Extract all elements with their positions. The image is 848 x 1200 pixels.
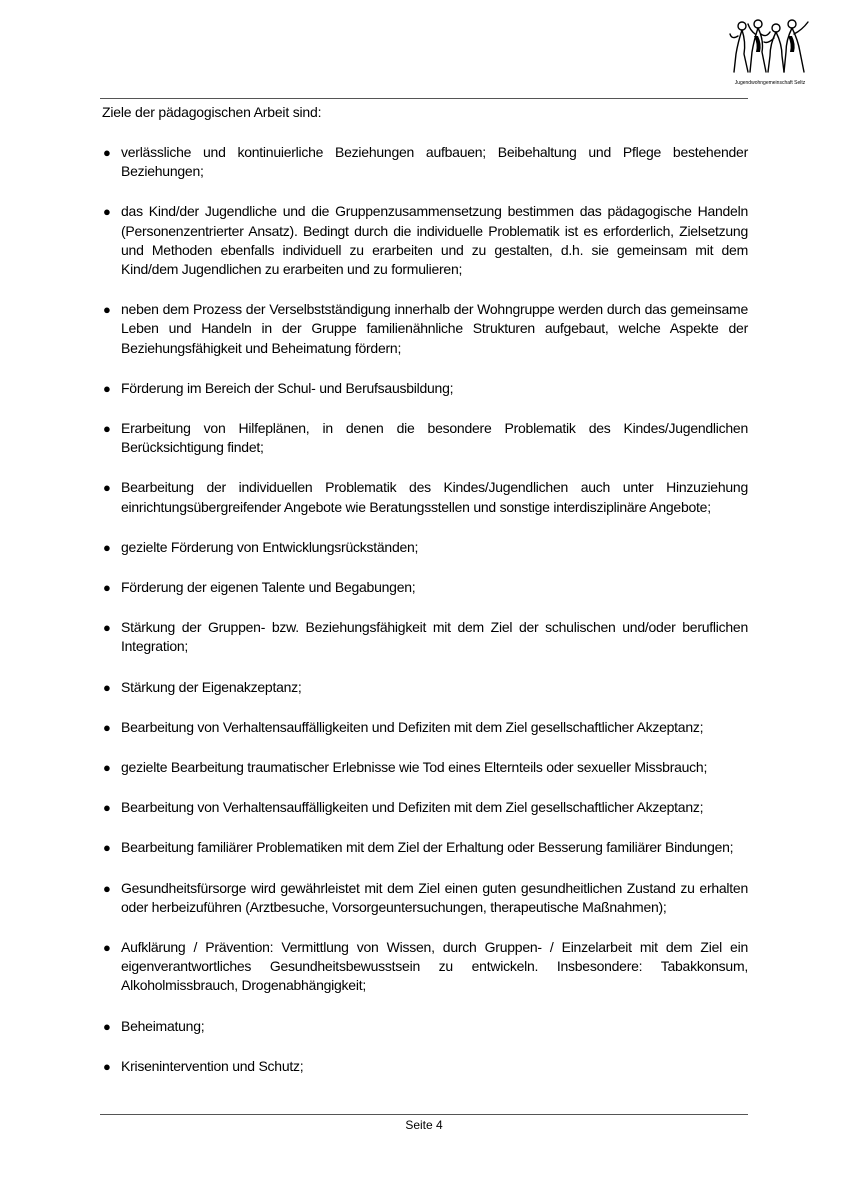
list-item-text: verlässliche und kontinuierliche Beziehungen aufbauen; Beibehaltung und Pflege bestehender Beziehungen; <box>121 144 748 180</box>
bullet-icon: ● <box>103 1018 111 1034</box>
list-item <box>100 618 748 656</box>
list-item <box>100 1057 748 1076</box>
bullet-icon: ● <box>103 800 111 816</box>
list-item-text: Beheimatung; <box>121 1017 205 1034</box>
list-item <box>100 838 748 857</box>
list-item-text: gezielte Bearbeitung traumatischer Erlebnisse wie Tod eines Elternteils oder sexueller Missbrauch; <box>121 759 708 776</box>
list-item <box>100 300 748 358</box>
bullet-icon: ● <box>103 880 111 896</box>
list-item-text: Förderung der eigenen Talente und Begabungen; <box>121 579 416 596</box>
list-item-text: neben dem Prozess der Verselbstständigung innerhalb der Wohngruppe werden durch das gemeinsame Leben und Handeln in der Gruppe familienähnliche Strukturen aufgebaut, welche Aspekte der Beziehungsfähigkeit und Beheimatung fördern; <box>121 301 748 356</box>
list-item-text: Förderung im Bereich der Schul- und Berufsausbildung; <box>121 379 454 396</box>
page-number: Seite 4 <box>405 1118 443 1132</box>
list-item-text: Bearbeitung von Verhaltensauffälligkeiten und Defiziten mit dem Ziel gesellschaftlicher Akzeptanz; <box>121 799 704 816</box>
list-item-text: das Kind/der Jugendliche und die Gruppenzusammensetzung bestimmen das pädagogische Handeln (Personenzentrierter Ansatz). Bedingt durch die individuelle Problematik ist es erforderlich, Zielsetzung und Methoden ebenfalls individuell zu erarbeiten und zu gestalten, d.h. sie gemeinsam mit dem Kind/dem Jugendlichen zu erarbeiten und zu formulieren; <box>121 203 748 278</box>
header-divider <box>100 98 748 99</box>
list-item-text: Aufklärung / Prävention: Vermittlung von Wissen, durch Gruppen- / Einzelarbeit mit dem Ziel ein eigenverantwortliches Gesundheitsbewusstsein zu entwickeln. Insbesondere: Tabakkonsum, Alkoholmissbrauch, Drogenabhängigkeit; <box>121 939 748 994</box>
bullet-icon: ● <box>103 719 111 735</box>
bullet-icon: ● <box>103 940 111 956</box>
bullet-icon: ● <box>103 679 111 695</box>
list-item-text: Gesundheitsfürsorge wird gewährleistet mit dem Ziel einen guten gesundheitlichen Zustand zu erhalten oder herbeizuführen (Arztbesuche, Vorsorgeuntersuchungen, therapeutische Maßnahmen); <box>121 879 748 915</box>
list-item-text: Bearbeitung familiärer Problematiken mit dem Ziel der Erhaltung oder Besserung familiärer Bindungen; <box>121 839 734 856</box>
bullet-icon: ● <box>103 1058 111 1074</box>
list-item <box>100 879 748 917</box>
list-item <box>100 718 748 737</box>
goals-list <box>100 143 748 1097</box>
list-item <box>100 143 748 181</box>
footer-divider <box>100 1114 748 1115</box>
bullet-icon: ● <box>103 421 111 437</box>
list-item <box>100 758 748 777</box>
list-item-text: Stärkung der Gruppen- bzw. Beziehungsfähigkeit mit dem Ziel der schulischen und/oder beruflichen Integration; <box>121 619 748 655</box>
list-item <box>100 678 748 697</box>
list-item-text: Krisenintervention und Schutz; <box>121 1057 304 1074</box>
bullet-icon: ● <box>103 302 111 318</box>
intro-text: Ziele der pädagogischen Arbeit sind: <box>102 104 322 120</box>
logo-caption: Jugendwohngemeinschaft Seltz <box>734 80 806 86</box>
bullet-icon: ● <box>103 580 111 596</box>
bullet-icon: ● <box>103 840 111 856</box>
bullet-icon: ● <box>103 480 111 496</box>
bullet-icon: ● <box>103 539 111 555</box>
list-item <box>100 419 748 457</box>
list-item-text: gezielte Förderung von Entwicklungsrückständen; <box>121 538 419 555</box>
list-item-text: Bearbeitung der individuellen Problematik des Kindes/Jugendlichen auch unter Hinzuziehung einrichtungsübergreifender Angebote wie Beratungsstellen und sonstige interdisziplinäre Angebote; <box>121 479 748 515</box>
bullet-icon: ● <box>103 620 111 636</box>
list-item-text: Stärkung der Eigenakzeptanz; <box>121 678 302 695</box>
list-item <box>100 478 748 516</box>
list-item <box>100 1017 748 1036</box>
bullet-icon: ● <box>103 380 111 396</box>
list-item <box>100 578 748 597</box>
logo-figures-image <box>728 14 812 78</box>
list-item <box>100 379 748 398</box>
list-item <box>100 202 748 279</box>
list-item <box>100 798 748 817</box>
bullet-icon: ● <box>103 204 111 220</box>
bullet-icon: ● <box>103 145 111 160</box>
list-item-text: Erarbeitung von Hilfeplänen, in denen die besondere Problematik des Kindes/Jugendlichen Berücksichtigung findet; <box>121 420 748 456</box>
list-item <box>100 538 748 557</box>
bullet-icon: ● <box>103 760 111 776</box>
list-item <box>100 938 748 996</box>
organization-logo <box>728 14 812 86</box>
list-item-text: Bearbeitung von Verhaltensauffälligkeiten und Defiziten mit dem Ziel gesellschaftlicher Akzeptanz; <box>121 718 704 735</box>
